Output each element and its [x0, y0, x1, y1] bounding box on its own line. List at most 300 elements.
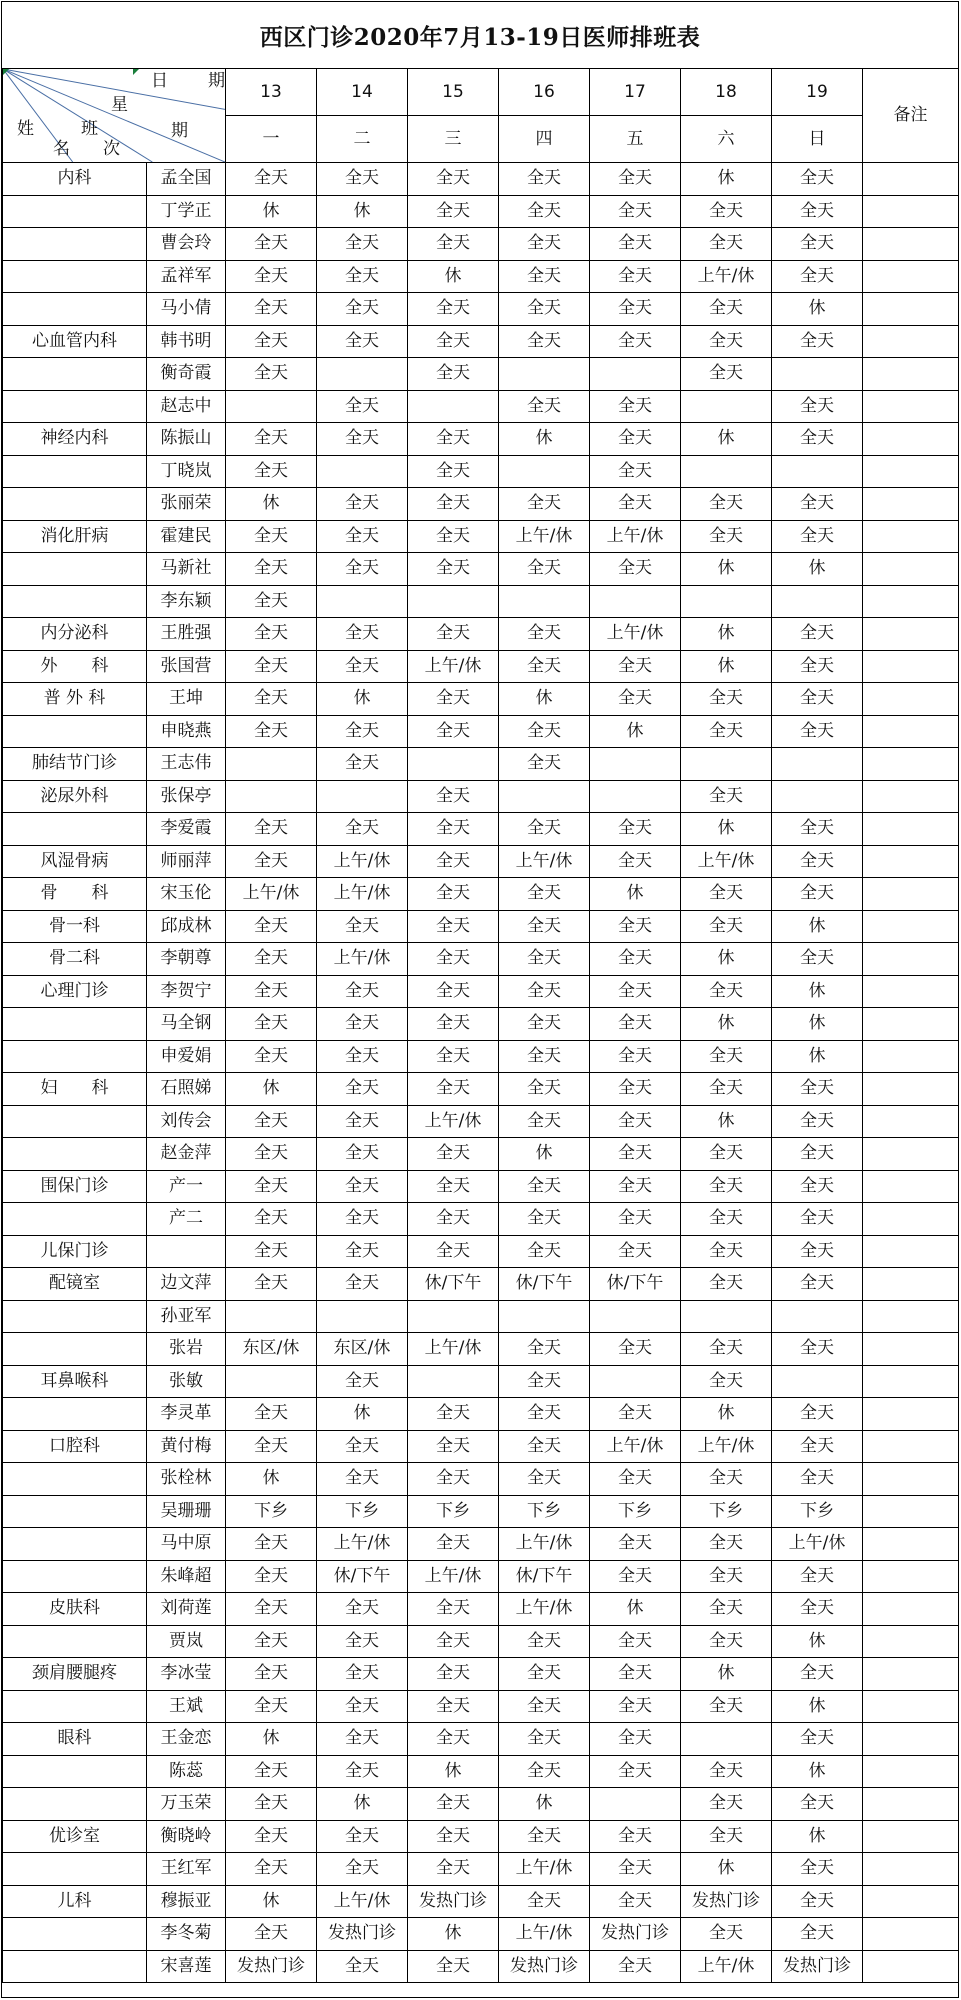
- remark-cell: [863, 1398, 959, 1431]
- date-18: 18: [681, 69, 772, 116]
- shift-cell: [772, 585, 863, 618]
- remark-cell: [863, 813, 959, 846]
- table-row: [3, 1755, 959, 1788]
- remark-cell: [863, 715, 959, 748]
- shift-cell: [681, 1300, 772, 1333]
- remark-cell: [863, 1365, 959, 1398]
- shift-cell: 全天: [590, 293, 681, 326]
- header-row-dates: [3, 69, 959, 116]
- department-cell: 普 外 科: [3, 683, 147, 716]
- shift-cell: [590, 748, 681, 781]
- remark-cell: [863, 1430, 959, 1463]
- shift-cell: 全天: [499, 1235, 590, 1268]
- shift-cell: 全天: [681, 1138, 772, 1171]
- shift-cell: 上午/休: [408, 1560, 499, 1593]
- table-row: [3, 488, 959, 521]
- shift-cell: 全天: [226, 163, 317, 196]
- shift-cell: [408, 390, 499, 423]
- shift-cell: 休: [226, 1463, 317, 1496]
- doctor-name-cell: 申晓燕: [147, 715, 226, 748]
- shift-cell: 全天: [317, 1073, 408, 1106]
- weekday-fri: 五: [590, 116, 681, 163]
- table-row: [3, 1950, 959, 1983]
- shift-cell: 休: [408, 260, 499, 293]
- shift-cell: 全天: [317, 1268, 408, 1301]
- doctor-name-cell: [147, 1235, 226, 1268]
- shift-cell: [226, 390, 317, 423]
- doctor-name-cell: 马中原: [147, 1528, 226, 1561]
- table-row: [3, 293, 959, 326]
- shift-cell: 全天: [499, 878, 590, 911]
- remark-cell: [863, 1853, 959, 1886]
- table-row: [3, 1625, 959, 1658]
- shift-cell: 全天: [499, 195, 590, 228]
- shift-cell: 全天: [226, 423, 317, 456]
- remark-cell: [863, 1333, 959, 1366]
- shift-cell: 全天: [499, 1365, 590, 1398]
- shift-cell: 全天: [408, 488, 499, 521]
- remark-cell: [863, 748, 959, 781]
- shift-cell: 全天: [590, 1138, 681, 1171]
- shift-cell: 全天: [408, 195, 499, 228]
- department-cell: 配镜室: [3, 1268, 147, 1301]
- shift-cell: 休: [226, 195, 317, 228]
- shift-cell: 全天: [590, 1170, 681, 1203]
- shift-cell: 全天: [226, 1625, 317, 1658]
- shift-cell: 休: [681, 1105, 772, 1138]
- shift-cell: 休: [772, 293, 863, 326]
- remark-cell: [863, 780, 959, 813]
- doctor-name-cell: 产一: [147, 1170, 226, 1203]
- shift-cell: 全天: [317, 1950, 408, 1983]
- date-19: 19: [772, 69, 863, 116]
- shift-cell: 休: [226, 1885, 317, 1918]
- shift-cell: 全天: [772, 390, 863, 423]
- shift-cell: 全天: [590, 1723, 681, 1756]
- remark-cell: [863, 423, 959, 456]
- table-row: [3, 1853, 959, 1886]
- shift-cell: 全天: [772, 260, 863, 293]
- table-row: [3, 1365, 959, 1398]
- table-row: [3, 1300, 959, 1333]
- shift-cell: 休: [681, 1853, 772, 1886]
- shift-cell: 全天: [408, 1658, 499, 1691]
- shift-cell: 全天: [317, 325, 408, 358]
- diag-label-period2: 期: [171, 121, 188, 141]
- shift-cell: 全天: [499, 943, 590, 976]
- shift-cell: 休: [499, 1138, 590, 1171]
- shift-cell: 全天: [226, 1105, 317, 1138]
- department-cell: [3, 1690, 147, 1723]
- department-cell: [3, 1625, 147, 1658]
- shift-cell: 上午/休: [226, 878, 317, 911]
- shift-cell: 东区/休: [226, 1333, 317, 1366]
- shift-cell: [408, 748, 499, 781]
- shift-cell: 全天: [681, 195, 772, 228]
- shift-cell: 全天: [317, 1820, 408, 1853]
- shift-cell: 全天: [226, 1690, 317, 1723]
- table-row: [3, 1170, 959, 1203]
- table-row: [3, 748, 959, 781]
- shift-cell: 休: [226, 488, 317, 521]
- shift-cell: 休: [317, 1788, 408, 1821]
- shift-cell: 全天: [408, 1950, 499, 1983]
- shift-cell: 全天: [317, 293, 408, 326]
- doctor-name-cell: 张丽荣: [147, 488, 226, 521]
- shift-cell: 全天: [772, 1788, 863, 1821]
- shift-cell: 全天: [590, 1463, 681, 1496]
- shift-cell: 全天: [317, 390, 408, 423]
- department-cell: 骨一科: [3, 910, 147, 943]
- department-cell: 风湿骨病: [3, 845, 147, 878]
- remark-cell: [863, 1268, 959, 1301]
- shift-cell: 全天: [772, 845, 863, 878]
- shift-cell: [590, 1365, 681, 1398]
- shift-cell: 发热门诊: [226, 1950, 317, 1983]
- shift-cell: 休: [772, 1755, 863, 1788]
- shift-cell: 全天: [499, 1073, 590, 1106]
- shift-cell: 休: [317, 683, 408, 716]
- shift-cell: 全天: [408, 1203, 499, 1236]
- department-cell: 外 科: [3, 650, 147, 683]
- remark-cell: [863, 1008, 959, 1041]
- department-cell: [3, 1528, 147, 1561]
- shift-cell: 全天: [408, 1430, 499, 1463]
- shift-cell: 全天: [499, 618, 590, 651]
- department-cell: [3, 553, 147, 586]
- weekday-thu: 四: [499, 116, 590, 163]
- doctor-name-cell: 马小倩: [147, 293, 226, 326]
- shift-cell: 全天: [499, 1040, 590, 1073]
- doctor-name-cell: 孙亚军: [147, 1300, 226, 1333]
- shift-cell: 休: [772, 553, 863, 586]
- table-row: [3, 1333, 959, 1366]
- shift-cell: 下乡: [772, 1495, 863, 1528]
- remark-cell: [863, 163, 959, 196]
- shift-cell: 全天: [590, 1625, 681, 1658]
- shift-cell: 上午/休: [772, 1528, 863, 1561]
- shift-cell: 全天: [408, 1040, 499, 1073]
- department-cell: 口腔科: [3, 1430, 147, 1463]
- shift-cell: 全天: [590, 1105, 681, 1138]
- shift-cell: [681, 1723, 772, 1756]
- shift-cell: 全天: [499, 228, 590, 261]
- department-cell: [3, 195, 147, 228]
- shift-cell: 全天: [317, 423, 408, 456]
- remark-cell: [863, 1820, 959, 1853]
- department-cell: [3, 488, 147, 521]
- table-row: [3, 1105, 959, 1138]
- shift-cell: 全天: [499, 553, 590, 586]
- department-cell: 泌尿外科: [3, 780, 147, 813]
- doctor-name-cell: 李东颖: [147, 585, 226, 618]
- shift-cell: 全天: [226, 228, 317, 261]
- remark-cell: [863, 488, 959, 521]
- shift-cell: 发热门诊: [681, 1885, 772, 1918]
- shift-cell: 休/下午: [590, 1268, 681, 1301]
- shift-cell: 全天: [681, 715, 772, 748]
- remark-cell: [863, 1528, 959, 1561]
- shift-cell: [772, 358, 863, 391]
- shift-cell: 全天: [226, 650, 317, 683]
- table-row: [3, 780, 959, 813]
- remark-cell: [863, 943, 959, 976]
- shift-cell: [317, 585, 408, 618]
- diag-label-period1: 期: [208, 71, 225, 91]
- shift-cell: 全天: [408, 325, 499, 358]
- shift-cell: 全天: [226, 715, 317, 748]
- shift-cell: 全天: [408, 1073, 499, 1106]
- shift-cell: 全天: [408, 1820, 499, 1853]
- shift-cell: 全天: [317, 1235, 408, 1268]
- shift-cell: 全天: [772, 325, 863, 358]
- remark-cell: [863, 1560, 959, 1593]
- shift-cell: 全天: [590, 488, 681, 521]
- doctor-name-cell: 丁学正: [147, 195, 226, 228]
- shift-cell: 上午/休: [317, 943, 408, 976]
- shift-cell: 全天: [499, 163, 590, 196]
- shift-cell: 上午/休: [499, 845, 590, 878]
- diag-label-day: 日: [151, 71, 168, 91]
- shift-cell: 全天: [681, 1528, 772, 1561]
- shift-cell: [499, 780, 590, 813]
- remark-cell: [863, 1950, 959, 1983]
- department-cell: 耳鼻喉科: [3, 1365, 147, 1398]
- shift-cell: 全天: [772, 1203, 863, 1236]
- shift-cell: [408, 585, 499, 618]
- shift-cell: 全天: [681, 1820, 772, 1853]
- shift-cell: 休: [772, 1820, 863, 1853]
- table-row: [3, 1560, 959, 1593]
- shift-cell: 全天: [408, 358, 499, 391]
- shift-cell: 全天: [408, 163, 499, 196]
- shift-cell: 全天: [317, 228, 408, 261]
- shift-cell: 全天: [408, 1625, 499, 1658]
- shift-cell: 全天: [226, 293, 317, 326]
- shift-cell: 全天: [681, 878, 772, 911]
- shift-cell: 全天: [772, 520, 863, 553]
- shift-cell: 全天: [590, 1008, 681, 1041]
- shift-cell: 休: [681, 1658, 772, 1691]
- shift-cell: 全天: [317, 553, 408, 586]
- shift-cell: 全天: [408, 553, 499, 586]
- remark-cell: [863, 975, 959, 1008]
- remark-cell: [863, 878, 959, 911]
- remark-cell: [863, 1138, 959, 1171]
- shift-cell: 全天: [226, 1138, 317, 1171]
- table-row: [3, 715, 959, 748]
- doctor-name-cell: 王志伟: [147, 748, 226, 781]
- shift-cell: 休: [681, 423, 772, 456]
- doctor-name-cell: 李贺宁: [147, 975, 226, 1008]
- department-cell: [3, 1853, 147, 1886]
- shift-cell: 全天: [772, 1138, 863, 1171]
- shift-cell: 全天: [408, 813, 499, 846]
- shift-cell: 全天: [772, 1918, 863, 1951]
- remark-cell: [863, 910, 959, 943]
- doctor-name-cell: 产二: [147, 1203, 226, 1236]
- department-cell: [3, 1138, 147, 1171]
- shift-cell: 全天: [772, 1723, 863, 1756]
- department-cell: [3, 260, 147, 293]
- shift-cell: 全天: [408, 1235, 499, 1268]
- table-row: [3, 1463, 959, 1496]
- table-row: [3, 910, 959, 943]
- date-17: 17: [590, 69, 681, 116]
- shift-cell: 上午/休: [408, 1333, 499, 1366]
- shift-cell: 全天: [408, 1690, 499, 1723]
- table-row: [3, 1398, 959, 1431]
- table-row: [3, 1495, 959, 1528]
- shift-cell: 全天: [681, 228, 772, 261]
- shift-cell: 全天: [226, 1853, 317, 1886]
- remark-cell: [863, 455, 959, 488]
- remark-cell: [863, 683, 959, 716]
- shift-cell: 全天: [681, 1463, 772, 1496]
- table-row: [3, 943, 959, 976]
- table-row: [3, 813, 959, 846]
- shift-cell: 休: [590, 1593, 681, 1626]
- shift-cell: 全天: [408, 1398, 499, 1431]
- department-cell: 眼科: [3, 1723, 147, 1756]
- shift-cell: 全天: [408, 1138, 499, 1171]
- remark-cell: [863, 1593, 959, 1626]
- shift-cell: 全天: [499, 1333, 590, 1366]
- doctor-name-cell: 王胜强: [147, 618, 226, 651]
- shift-cell: 全天: [499, 1008, 590, 1041]
- remark-cell: [863, 553, 959, 586]
- shift-cell: 全天: [590, 195, 681, 228]
- department-cell: 皮肤科: [3, 1593, 147, 1626]
- shift-cell: 全天: [226, 1560, 317, 1593]
- department-cell: [3, 1755, 147, 1788]
- department-cell: 内分泌科: [3, 618, 147, 651]
- diag-label-star: 星: [111, 95, 128, 115]
- doctor-name-cell: 衡晓岭: [147, 1820, 226, 1853]
- shift-cell: 全天: [590, 1203, 681, 1236]
- shift-cell: 全天: [408, 1463, 499, 1496]
- shift-cell: [317, 780, 408, 813]
- shift-cell: 全天: [590, 1235, 681, 1268]
- shift-cell: 全天: [590, 1853, 681, 1886]
- table-row: [3, 1235, 959, 1268]
- shift-cell: 发热门诊: [499, 1950, 590, 1983]
- remark-cell: [863, 585, 959, 618]
- shift-cell: 全天: [499, 1170, 590, 1203]
- shift-cell: 全天: [772, 1463, 863, 1496]
- shift-cell: 全天: [772, 650, 863, 683]
- doctor-name-cell: 李朝尊: [147, 943, 226, 976]
- shift-cell: 全天: [681, 325, 772, 358]
- doctor-name-cell: 邱成林: [147, 910, 226, 943]
- shift-cell: 全天: [772, 1398, 863, 1431]
- doctor-name-cell: 张敏: [147, 1365, 226, 1398]
- doctor-name-cell: 宋玉伦: [147, 878, 226, 911]
- shift-cell: 休: [772, 1008, 863, 1041]
- shift-cell: [226, 780, 317, 813]
- department-cell: [3, 455, 147, 488]
- table-row: [3, 683, 959, 716]
- department-cell: [3, 1398, 147, 1431]
- remark-cell: [863, 390, 959, 423]
- shift-cell: 休: [590, 878, 681, 911]
- shift-cell: 全天: [226, 1593, 317, 1626]
- shift-cell: 全天: [772, 1170, 863, 1203]
- shift-cell: 东区/休: [317, 1333, 408, 1366]
- date-14: 14: [317, 69, 408, 116]
- shift-cell: 全天: [590, 650, 681, 683]
- shift-cell: 全天: [681, 910, 772, 943]
- shift-cell: 全天: [226, 1918, 317, 1951]
- table-row: [3, 1073, 959, 1106]
- doctor-name-cell: 石照娣: [147, 1073, 226, 1106]
- doctor-name-cell: 霍建民: [147, 520, 226, 553]
- doctor-name-cell: 陈振山: [147, 423, 226, 456]
- shift-cell: [499, 585, 590, 618]
- shift-cell: 休: [408, 1755, 499, 1788]
- shift-cell: 全天: [317, 715, 408, 748]
- shift-cell: 下乡: [317, 1495, 408, 1528]
- shift-cell: 全天: [499, 1463, 590, 1496]
- remark-cell: [863, 618, 959, 651]
- shift-cell: 上午/休: [499, 1593, 590, 1626]
- doctor-name-cell: 张保亭: [147, 780, 226, 813]
- shift-cell: 全天: [590, 325, 681, 358]
- shift-cell: 全天: [772, 1885, 863, 1918]
- shift-cell: 全天: [499, 1885, 590, 1918]
- remark-cell: [863, 1690, 959, 1723]
- date-16: 16: [499, 69, 590, 116]
- shift-cell: 全天: [317, 520, 408, 553]
- shift-cell: 全天: [590, 1398, 681, 1431]
- shift-cell: 全天: [590, 1560, 681, 1593]
- shift-cell: 全天: [226, 845, 317, 878]
- remark-cell: [863, 195, 959, 228]
- department-cell: 儿保门诊: [3, 1235, 147, 1268]
- remark-cell: [863, 1203, 959, 1236]
- shift-cell: 全天: [499, 1820, 590, 1853]
- shift-cell: 全天: [499, 910, 590, 943]
- shift-cell: 全天: [317, 1365, 408, 1398]
- shift-cell: 全天: [408, 845, 499, 878]
- shift-cell: 全天: [772, 943, 863, 976]
- shift-cell: 全天: [499, 1755, 590, 1788]
- shift-cell: 休: [408, 1918, 499, 1951]
- shift-cell: 全天: [408, 423, 499, 456]
- shift-cell: 全天: [499, 1203, 590, 1236]
- shift-cell: 全天: [226, 683, 317, 716]
- shift-cell: 全天: [590, 943, 681, 976]
- shift-cell: 全天: [317, 910, 408, 943]
- shift-cell: 休: [681, 163, 772, 196]
- shift-cell: 全天: [590, 845, 681, 878]
- department-cell: 妇 科: [3, 1073, 147, 1106]
- remark-cell: [863, 358, 959, 391]
- shift-cell: 休: [499, 683, 590, 716]
- weekday-wed: 三: [408, 116, 499, 163]
- date-13: 13: [226, 69, 317, 116]
- shift-cell: 全天: [681, 1170, 772, 1203]
- remark-cell: [863, 228, 959, 261]
- shift-cell: 全天: [317, 1008, 408, 1041]
- table-row: [3, 1138, 959, 1171]
- shift-cell: 全天: [590, 228, 681, 261]
- shift-cell: [499, 1300, 590, 1333]
- shift-cell: 发热门诊: [590, 1918, 681, 1951]
- shift-cell: 全天: [317, 1625, 408, 1658]
- shift-cell: 全天: [681, 1203, 772, 1236]
- doctor-name-cell: 赵金萍: [147, 1138, 226, 1171]
